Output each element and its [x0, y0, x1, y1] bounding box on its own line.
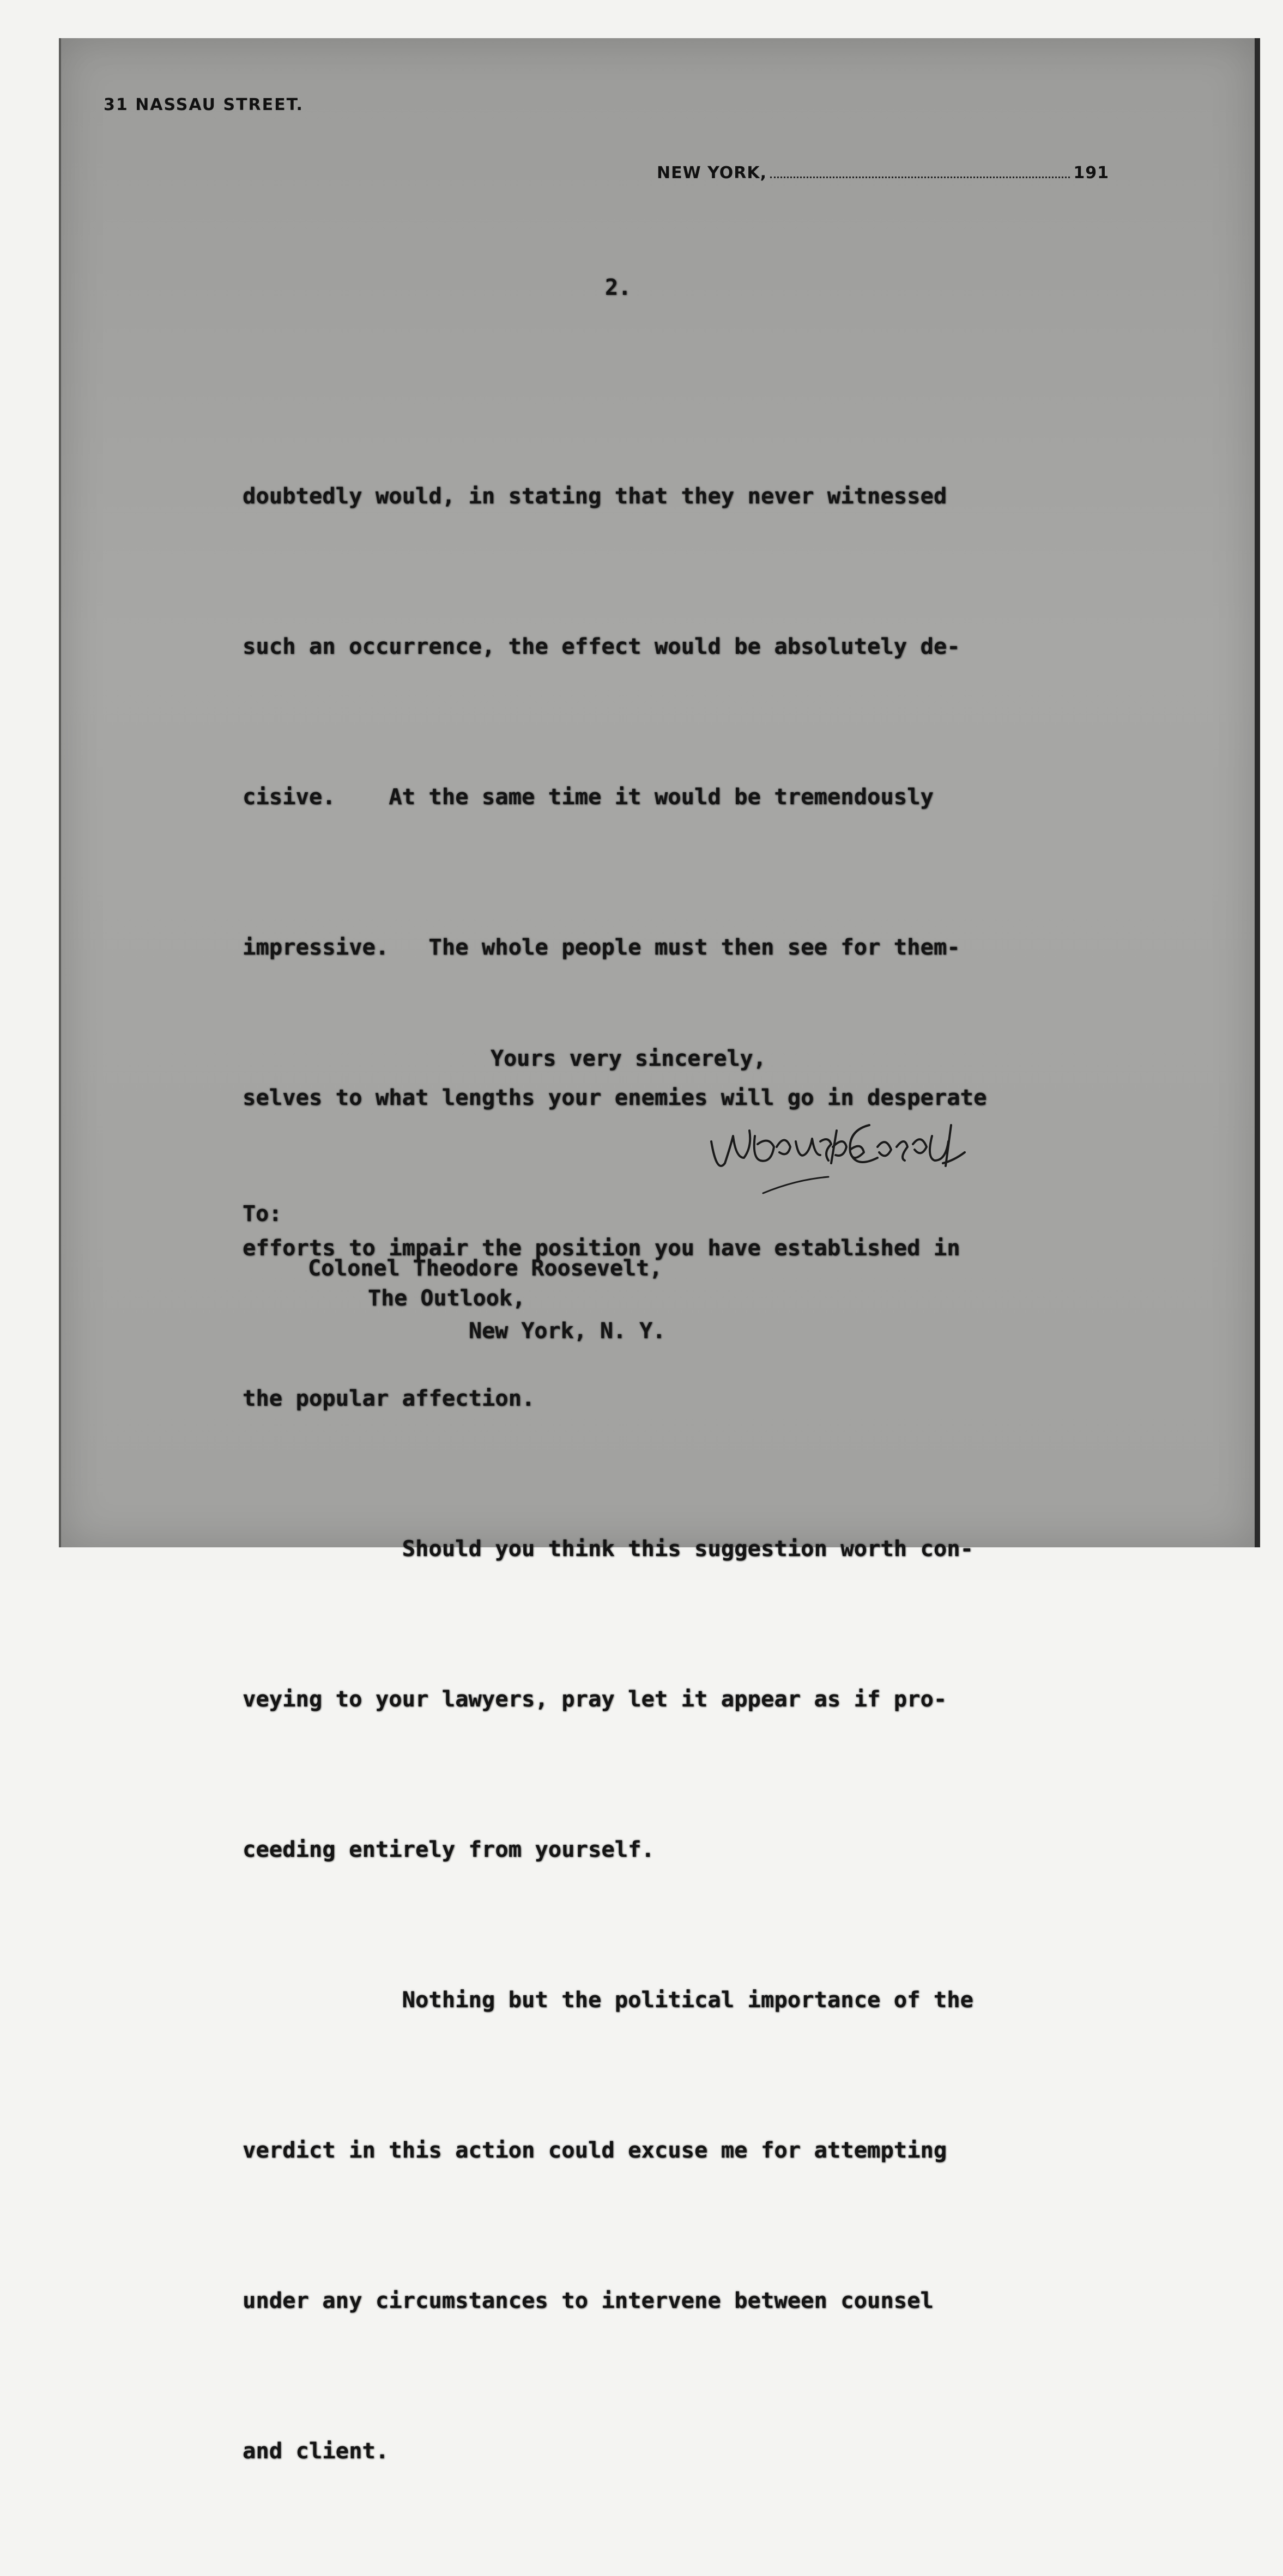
recipient-city: New York, N. Y.: [469, 1319, 666, 1344]
letter-body: [243, 370, 1125, 2576]
body-line: under any circumstances to intervene between counsel: [243, 2287, 934, 2313]
body-line: cisive. At the same time it would be tremendously: [243, 783, 934, 810]
body-line: and client.: [243, 2438, 389, 2464]
body-line: Nothing but the political importance of the: [243, 1986, 974, 2013]
body-line: such an occurrence, the effect would be absolutely de-: [243, 633, 960, 659]
dateline: [657, 163, 1109, 183]
body-line: selves to what lengths your enemies will go in desperate: [243, 1084, 987, 1110]
recipient-organization: The Outlook,: [368, 1286, 525, 1311]
body-line: doubtedly would, in stating that they never witnessed: [243, 483, 947, 509]
recipient-label: To:: [243, 1201, 282, 1226]
body-line: verdict in this action could excuse me for attempting: [243, 2137, 947, 2163]
closing-salutation: Yours very sincerely,: [491, 1046, 766, 1071]
date-blank-line: [770, 165, 1070, 178]
handwritten-signature: [703, 1103, 976, 1207]
dateline-city: NEW YORK,: [657, 163, 767, 183]
body-line: ceeding entirely from yourself.: [243, 1836, 655, 1862]
body-line: Should you think this suggestion worth con-: [243, 1535, 974, 1562]
body-line: the popular affection.: [243, 1385, 535, 1411]
body-line: efforts to impair the position you have established in: [243, 1235, 960, 1261]
body-line: veying to your lawyers, pray let it appear as if pro-: [243, 1686, 947, 1712]
letterhead-address: 31 NASSAU STREET.: [104, 95, 304, 114]
body-line: impressive. The whole people must then see for them-: [243, 934, 960, 960]
dateline-year-prefix: 191: [1073, 163, 1109, 183]
page-number: 2.: [605, 275, 632, 300]
recipient-name: Colonel Theodore Roosevelt,: [308, 1256, 663, 1281]
